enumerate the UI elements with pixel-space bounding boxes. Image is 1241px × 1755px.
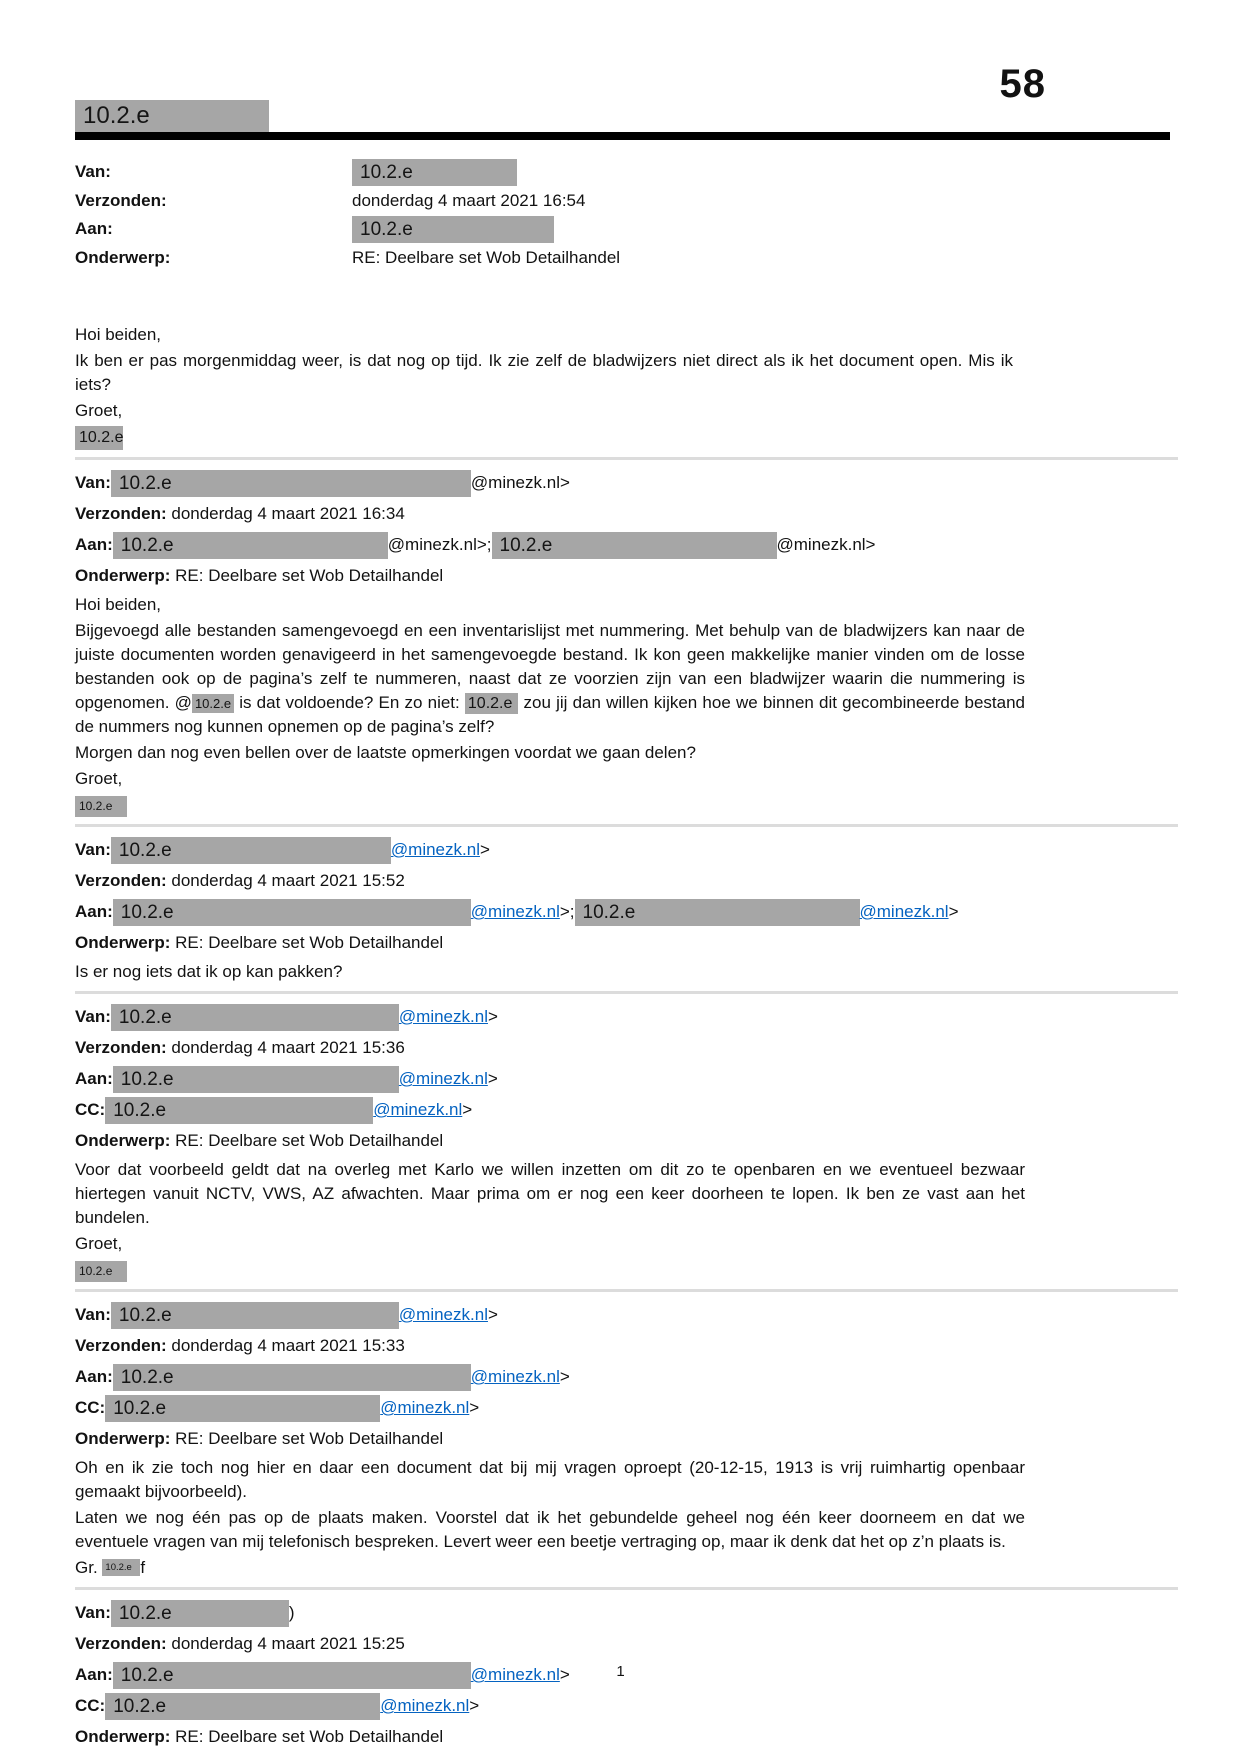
- redaction-box: 10.2.e: [111, 1302, 399, 1329]
- van-row: [75, 158, 1241, 186]
- verzonden-row: [75, 499, 1178, 529]
- closing: Groet,: [75, 401, 123, 421]
- email-link[interactable]: @minezk.nl: [390, 840, 480, 860]
- cc-label: CC:: [75, 1398, 106, 1418]
- onderwerp-value: RE: Deelbare set Wob Detailhandel: [175, 1131, 444, 1151]
- van-row: Van: 10.2.e ): [75, 1598, 1178, 1628]
- aan-row: Aan: 10.2.e @minezk.nl>: [75, 1362, 1178, 1392]
- verzonden-row: [75, 866, 1178, 896]
- onderwerp-value: RE: Deelbare set Wob Detailhandel: [175, 933, 444, 953]
- redaction-box: 10.2.e: [75, 426, 123, 450]
- aan-label: Aan:: [75, 219, 113, 239]
- body-line: Is er nog iets dat ik op kan pakken?: [75, 962, 343, 982]
- verzonden-label: Verzonden:: [75, 191, 167, 211]
- aan-address-1: @minezk.nl>;: [387, 535, 492, 555]
- onderwerp-row: [75, 1424, 1178, 1454]
- onderwerp-label: Onderwerp:: [75, 1727, 171, 1747]
- closing: Groet,: [75, 1234, 123, 1254]
- cc-row: CC: 10.2.e @minezk.nl>: [75, 1095, 1178, 1125]
- verzonden-row: [75, 1629, 1178, 1659]
- verzonden-value: donderdag 4 maart 2021 15:36: [171, 1038, 405, 1058]
- verzonden-value: donderdag 4 maart 2021 16:54: [352, 191, 586, 211]
- van-row: Van: 10.2.e @minezk.nl>: [75, 1300, 1178, 1330]
- aan-label: Aan:: [75, 1069, 113, 1089]
- cc-row: CC: 10.2.e @minezk.nl>: [75, 1691, 1178, 1721]
- email-3: [75, 835, 1178, 984]
- redaction-box: 10.2.e: [192, 694, 234, 713]
- redaction-box: 10.2.e: [111, 470, 471, 497]
- greeting: Hoi beiden,: [75, 595, 162, 615]
- cc-label: CC:: [75, 1100, 106, 1120]
- redaction-box: 10.2.e: [75, 796, 127, 817]
- redaction-box: 10.2.e: [113, 1662, 471, 1689]
- email-separator: [75, 1289, 1178, 1292]
- onderwerp-label: Onderwerp:: [75, 1429, 171, 1449]
- redaction-box: 10.2.e: [575, 899, 860, 926]
- email-link[interactable]: @minezk.nl: [398, 1069, 488, 1089]
- body-paragraph-1: Oh en ik zie toch nog hier en daar een document dat bij mij vragen oproept (20-12-15, 1913 is vrij ruimhartig openbaar gemaakt bijvoorbeeld).: [75, 1458, 1025, 1502]
- aan-address-2: @minezk.nl>: [776, 535, 876, 555]
- email-link[interactable]: @minezk.nl: [373, 1100, 463, 1120]
- page-number-footer: 1: [616, 1663, 625, 1680]
- email-link[interactable]: @minezk.nl: [380, 1696, 470, 1716]
- document-number: 58: [999, 62, 1046, 106]
- onderwerp-row: [75, 244, 1241, 271]
- redaction-box: 10.2.e: [111, 837, 391, 864]
- aan-row: Aan: 10.2.e @minezk.nl>; 10.2.e @minezk.nl>: [75, 897, 1178, 927]
- redaction-box: 10.2.e: [75, 100, 269, 132]
- verzonden-label: Verzonden:: [75, 1038, 167, 1058]
- redaction-box: 10.2.e: [113, 1066, 399, 1093]
- van-row: Van: 10.2.e @minezk.nl>: [75, 1002, 1178, 1032]
- body-paragraph: Ik ben er pas morgenmiddag weer, is dat nog op tijd. Ik zie zelf de bladwijzers niet direct als ik het document open. Mis ik iets?: [75, 351, 1013, 395]
- body-paragraph-2: Laten we nog één pas op de plaats maken. Voorstel dat ik het gebundelde geheel nog één keer doorneem en dat we eventuele vragen van mij telefonisch bespreken. Levert weer een beetje vertraging op, maar ik denk dat het op z’n plaats is.: [75, 1508, 1025, 1552]
- email-link[interactable]: @minezk.nl: [859, 902, 949, 922]
- onderwerp-label: Onderwerp:: [75, 248, 171, 268]
- email-separator: [75, 824, 1178, 827]
- redaction-box: 10.2.e: [113, 1364, 471, 1391]
- aan-label: Aan:: [75, 1367, 113, 1387]
- greeting: Hoi beiden,: [75, 325, 162, 345]
- onderwerp-value: RE: Deelbare set Wob Detailhandel: [175, 1727, 444, 1747]
- redaction-box: 10.2.e: [352, 216, 554, 243]
- email-link[interactable]: @minezk.nl: [398, 1305, 488, 1325]
- email-4: [75, 1002, 1178, 1282]
- redaction-box: 10.2.e: [105, 1097, 373, 1124]
- email-link[interactable]: @minezk.nl: [470, 1665, 560, 1685]
- body-paragraph: Voor dat voorbeeld geldt dat na overleg met Karlo we willen inzetten om dit zo te openbaren en we eventueel bezwaar hiertegen vanuit NCTV, VWS, AZ afwachten. Maar prima om er nog een keer doorheen te lopen. Ik ben ze vast aan het bundelen.: [75, 1160, 1025, 1228]
- verzonden-value: donderdag 4 maart 2021 15:33: [171, 1336, 405, 1356]
- redaction-box: 10.2.e: [111, 1004, 399, 1031]
- verzonden-value: donderdag 4 maart 2021 16:34: [171, 504, 405, 524]
- aan-row: [75, 215, 1241, 243]
- email-separator: [75, 457, 1178, 460]
- onderwerp-row: [75, 1722, 1178, 1752]
- email-1-body: [75, 323, 1178, 450]
- redaction-box: 10.2.e: [102, 1559, 140, 1576]
- header-rule: [75, 132, 1170, 140]
- redaction-box: 10.2.e: [492, 532, 777, 559]
- email-separator: [75, 1587, 1178, 1590]
- van-label: Van:: [75, 162, 111, 181]
- van-address: @minezk.nl>: [470, 473, 570, 493]
- onderwerp-label: Onderwerp:: [75, 933, 171, 953]
- redaction-box: 10.2.e: [111, 1600, 289, 1627]
- aan-label: Aan:: [75, 535, 113, 555]
- verzonden-row: [75, 1033, 1178, 1063]
- redaction-box: 10.2.e: [105, 1693, 380, 1720]
- onderwerp-value: RE: Deelbare set Wob Detailhandel: [352, 248, 621, 268]
- verzonden-value: donderdag 4 maart 2021 15:52: [171, 871, 405, 891]
- body-paragraph: Bijgevoegd alle bestanden samengevoegd en een inventarislijst met nummering. Met behulp van de bladwijzers kan naar de juiste documenten worden genavigeerd in het samengevoegde bestand. Ik kon geen makkelijke manier vinden om de losse bestanden ook op de pagina’s zelf te nummeren, naast dat ze voorzien zijn van een bladwijzer waarin die nummering is opgenomen. @ 10.2.e is dat voldoende? En zo niet: 10.2.e zou jij dan willen kijken hoe we binnen dit gecombineerde bestand de nummers nog kunnen opnemen op de pagina’s zelf?: [75, 621, 1025, 737]
- van-row: Van: 10.2.e @minezk.nl>: [75, 835, 1178, 865]
- aan-row: Aan: 10.2.e @minezk.nl>: [75, 1064, 1178, 1094]
- body-line: Morgen dan nog even bellen over de laatste opmerkingen voordat we gaan delen?: [75, 743, 696, 763]
- onderwerp-label: Onderwerp:: [75, 1131, 171, 1151]
- closing: Gr. 10.2.e f: [75, 1558, 146, 1578]
- redaction-box: 10.2.e: [105, 1395, 380, 1422]
- onderwerp-row: [75, 928, 1178, 958]
- verzonden-row: [75, 187, 1241, 214]
- van-label: Van:: [75, 1305, 111, 1325]
- verzonden-row: [75, 1331, 1178, 1361]
- redaction-box: 10.2.e: [113, 899, 471, 926]
- verzonden-label: Verzonden:: [75, 871, 167, 891]
- email-link[interactable]: @minezk.nl: [470, 902, 560, 922]
- redaction-box: 10.2.e: [113, 532, 388, 559]
- email-link[interactable]: @minezk.nl: [470, 1367, 560, 1387]
- onderwerp-row: [75, 561, 1178, 591]
- verzonden-label: Verzonden:: [75, 1336, 167, 1356]
- aan-row: Aan: 10.2.e @minezk.nl>: [75, 1660, 1178, 1690]
- aan-row: [75, 530, 1178, 560]
- email-link[interactable]: @minezk.nl: [398, 1007, 488, 1027]
- aan-label: Aan:: [75, 1665, 113, 1685]
- page-top-bar: [0, 0, 1241, 142]
- van-label: Van:: [75, 1603, 111, 1623]
- verzonden-value: donderdag 4 maart 2021 15:25: [171, 1634, 405, 1654]
- email-5: [75, 1300, 1178, 1580]
- onderwerp-value: RE: Deelbare set Wob Detailhandel: [175, 566, 444, 586]
- email-2: [75, 468, 1178, 817]
- redaction-box: 10.2.e: [75, 1261, 127, 1282]
- onderwerp-label: Onderwerp:: [75, 566, 171, 586]
- email-separator: [75, 991, 1178, 994]
- email-link[interactable]: @minezk.nl: [380, 1398, 470, 1418]
- redaction-box: 10.2.e: [352, 159, 517, 186]
- closing: Groet,: [75, 769, 123, 789]
- verzonden-label: Verzonden:: [75, 504, 167, 524]
- onderwerp-row: [75, 1126, 1178, 1156]
- email-1-header: [75, 158, 1241, 271]
- redaction-box: 10.2.e: [465, 693, 518, 714]
- aan-label: Aan:: [75, 902, 113, 922]
- verzonden-label: Verzonden:: [75, 1634, 167, 1654]
- van-label: Van:: [75, 840, 111, 860]
- van-label: Van:: [75, 1007, 111, 1027]
- cc-label: CC:: [75, 1696, 106, 1716]
- van-row: [75, 468, 1178, 498]
- onderwerp-value: RE: Deelbare set Wob Detailhandel: [175, 1429, 444, 1449]
- cc-row: CC: 10.2.e @minezk.nl>: [75, 1393, 1178, 1423]
- van-label: Van:: [75, 473, 111, 493]
